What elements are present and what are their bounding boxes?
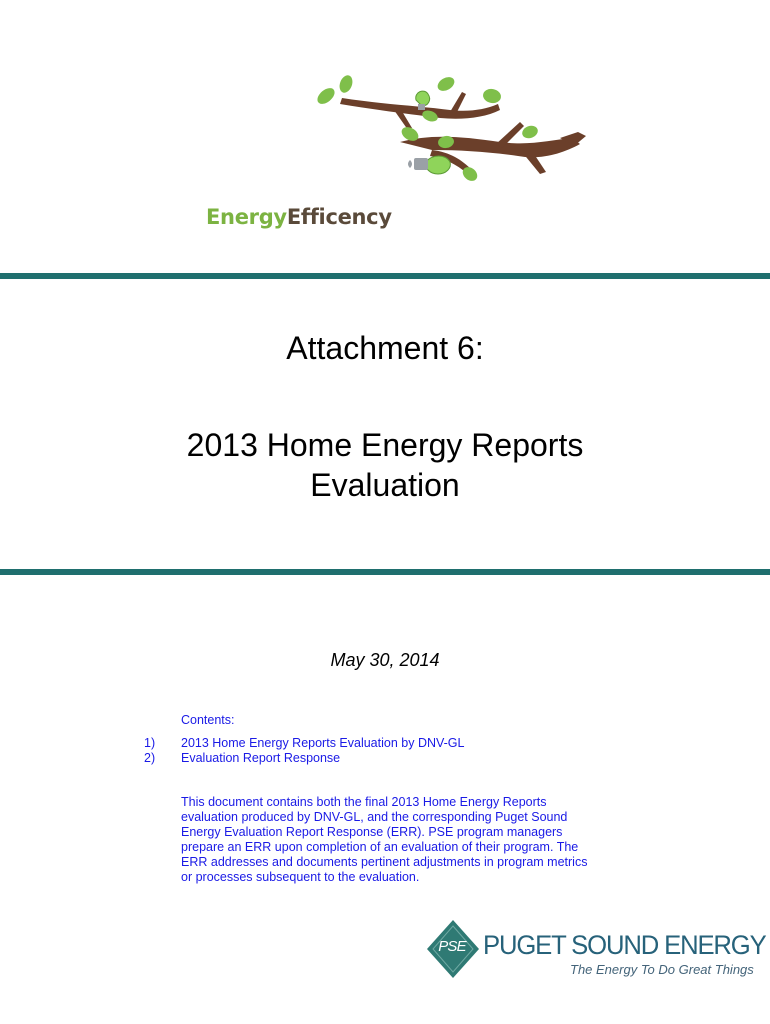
- energy-efficiency-logo: [200, 70, 590, 229]
- energy-efficency-wordmark: [206, 205, 392, 229]
- cfl-bulb-icon: [408, 156, 450, 174]
- document-title-line-1: 2013 Home Energy Reports: [186, 427, 584, 463]
- contents-item-text: Evaluation Report Response: [181, 751, 341, 765]
- contents-item: [144, 751, 464, 766]
- contents-item-number: 2): [144, 751, 156, 765]
- contents-list: [144, 736, 464, 766]
- document-title: [0, 425, 770, 505]
- contents-item-number: 1): [144, 736, 156, 750]
- top-divider: [0, 273, 770, 279]
- contents-item: [144, 736, 464, 751]
- description-paragraph: This document contains both the final 2013 Home Energy Reports evaluation produced by DNV-GL, and the corresponding Puget Sound Energy Evaluation Report Response (ERR). PSE program managers prepare an ERR upon completion of an evaluation of their program. The ERR addresses and documents pertinent adjustments in program metrics or processes subsequent to the evaluation.: [181, 795, 588, 884]
- contents-item-text: 2013 Home Energy Reports Evaluation by DNV-GL: [181, 736, 465, 750]
- branch-with-leaves-icon: [200, 70, 590, 200]
- contents-label: Contents:: [181, 713, 235, 727]
- pse-diamond-label: PSE: [438, 938, 466, 955]
- pse-tagline: The Energy To Do Great Things: [570, 962, 754, 977]
- document-date: May 30, 2014: [330, 650, 440, 670]
- bottom-divider: [0, 569, 770, 575]
- document-title-line-2: Evaluation: [310, 467, 460, 503]
- pse-logo: [425, 918, 766, 980]
- logo-word-energy: Energy: [206, 205, 287, 229]
- pse-company-name: PUGET SOUND ENERGY: [483, 930, 766, 960]
- logo-word-efficency: Efficency: [286, 205, 392, 229]
- attachment-title: Attachment 6:: [286, 330, 484, 366]
